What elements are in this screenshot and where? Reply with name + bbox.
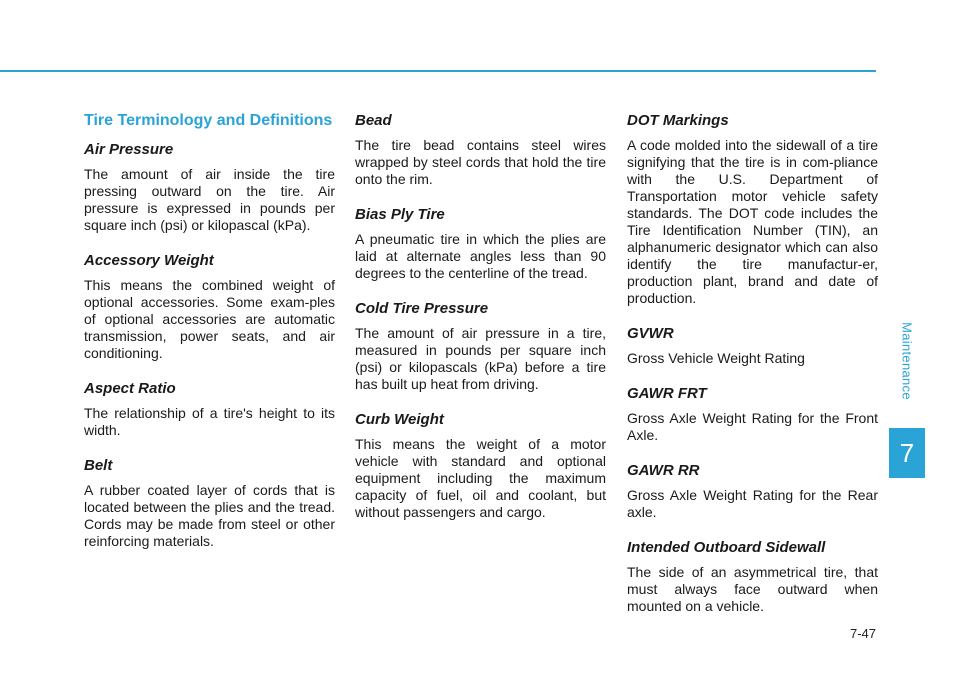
term-definition: The amount of air pressure in a tire, measured in pounds per square inch (psi) or kilopascals (kPa) before a tire has built up heat from driving. [355,325,606,392]
chapter-tab: 7 [889,428,925,478]
term-heading: Air Pressure [84,141,174,158]
column-2 [355,112,606,539]
term-heading: GAWR FRT [627,385,707,402]
term-definition: A rubber coated layer of cords that is located between the plies and the tread. Cords may be made from steel or other reinforcing materials. [84,482,335,549]
term-definition: Gross Vehicle Weight Rating [627,350,805,366]
term-block-curb-weight [355,411,606,521]
term-block-gvwr [627,325,878,367]
chapter-side-label-text: Maintenance [899,322,915,400]
term-definition: The tire bead contains steel wires wrapped by steel cords that hold the tire onto the rim. [355,137,606,187]
page-number: 7-47 [849,626,876,641]
term-block-belt [84,457,335,550]
column-3 [627,112,878,633]
term-definition: Gross Axle Weight Rating for the Front Axle. [627,410,878,443]
term-heading: Belt [84,457,113,474]
term-block-intended-outboard-sidewall [627,539,878,615]
term-heading: Curb Weight [355,411,444,428]
term-block-dot-markings [627,112,878,307]
term-heading: Accessory Weight [84,252,214,269]
term-block-gawr-frt [627,385,878,444]
term-definition: This means the combined weight of optional accessories. Some exam-ples of optional accessories are automatic transmission, power seats, and air conditioning. [84,277,335,361]
term-definition: A pneumatic tire in which the plies are laid at alternate angles less than 90 degrees to the centerline of the tread. [355,231,606,281]
term-heading: Bias Ply Tire [355,206,445,223]
term-block-bias-ply-tire [355,206,606,282]
term-definition: This means the weight of a motor vehicle with standard and optional equipment including the maximum capacity of fuel, oil and coolant, but without passengers and cargo. [355,436,606,520]
header-rule [0,70,876,72]
chapter-side-label [889,296,925,426]
term-heading: GVWR [627,325,674,342]
term-definition: A code molded into the sidewall of a tire signifying that the tire is in com-pliance with the U.S. Department of Transportation motor vehicle safety standards. The DOT code includes the Tire Identification Number (TIN), an alphanumeric designator which can also identify the tire manufactur-er, production plant, brand and date of production. [627,137,878,306]
term-heading: Cold Tire Pressure [355,300,489,317]
term-definition: The amount of air inside the tire pressing outward on the tire. Air pressure is expressed in pounds per square inch (psi) or kilopascal (kPa). [84,166,335,233]
term-heading: DOT Markings [627,112,729,129]
term-block-air-pressure [84,141,335,234]
column-1 [84,112,335,568]
term-definition: The side of an asymmetrical tire, that must always face outward when mounted on a vehicle. [627,564,878,614]
term-block-cold-tire-pressure [355,300,606,393]
term-block-gawr-rr [627,462,878,521]
term-block-accessory-weight [84,252,335,362]
section-title: Tire Terminology and Definitions [84,112,333,129]
term-definition: The relationship of a tire's height to its width. [84,405,335,438]
term-heading: Intended Outboard Sidewall [627,539,826,556]
term-heading: Bead [355,112,392,129]
term-block-bead [355,112,606,188]
term-heading: GAWR RR [627,462,700,479]
term-block-aspect-ratio [84,380,335,439]
term-heading: Aspect Ratio [84,380,176,397]
term-definition: Gross Axle Weight Rating for the Rear axle. [627,487,878,520]
